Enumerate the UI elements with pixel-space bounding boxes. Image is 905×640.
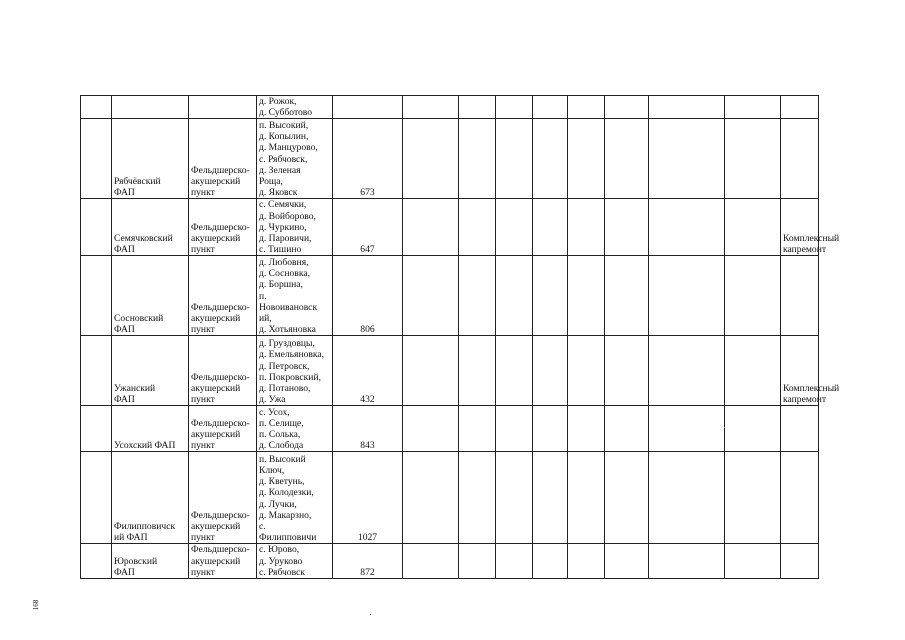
empty-cell [649, 452, 725, 544]
empty-cell [496, 452, 533, 544]
empty-cell [649, 96, 725, 119]
note-cell [781, 544, 819, 579]
settlements-cell: с. Семячки, д. Войборово, д. Чуркино, д. Паровичи, с. Тишино [257, 199, 333, 256]
empty-cell [496, 256, 533, 336]
empty-cell [459, 256, 496, 336]
empty-cell [496, 96, 533, 119]
empty-cell [459, 544, 496, 579]
empty-cell [605, 336, 649, 406]
facility-type-cell: Фельдшерско- акушерский пункт [189, 406, 257, 452]
empty-cell [725, 452, 781, 544]
row-number-cell [81, 544, 112, 579]
note-cell [781, 256, 819, 336]
empty-cell [533, 336, 568, 406]
settlements-cell: п. Высокий Ключ, д. Кветунь, д. Колодезки, д. Лучки, д. Макарзно, с. Филипповичи [257, 452, 333, 544]
table-row [81, 406, 819, 452]
row-number-cell [81, 256, 112, 336]
population-cell: 843 [333, 406, 403, 452]
note-cell [781, 119, 819, 199]
empty-cell [725, 119, 781, 199]
empty-cell [568, 406, 605, 452]
row-number-cell [81, 96, 112, 119]
population-cell: 673 [333, 119, 403, 199]
empty-cell [568, 452, 605, 544]
empty-cell [403, 96, 459, 119]
facility-name-cell: Ужанский ФАП [112, 336, 189, 406]
row-number-cell [81, 199, 112, 256]
note-cell: Комплексный капремонт [781, 336, 819, 406]
empty-cell [533, 119, 568, 199]
empty-cell [459, 119, 496, 199]
facility-name-cell: Филипповичск ий ФАП [112, 452, 189, 544]
empty-cell [649, 199, 725, 256]
population-cell: 647 [333, 199, 403, 256]
facility-name-cell [112, 96, 189, 119]
table-row [81, 256, 819, 336]
empty-cell [459, 336, 496, 406]
facility-type-cell: Фельдшерско- акушерский пункт [189, 544, 257, 579]
empty-cell [725, 406, 781, 452]
facility-name-cell: Рябчёвский ФАП [112, 119, 189, 199]
settlements-cell: д. Груздовцы, д. Емельяновка, д. Петровск, п. Покровский, д. Потаново, д. Ужа [257, 336, 333, 406]
empty-cell [605, 544, 649, 579]
row-number-cell [81, 406, 112, 452]
facilities-table [80, 95, 840, 579]
empty-cell [459, 96, 496, 119]
empty-cell [649, 119, 725, 199]
empty-cell [533, 96, 568, 119]
empty-cell [568, 336, 605, 406]
empty-cell [568, 544, 605, 579]
table-row [81, 96, 819, 119]
facility-name-cell: Семячковский ФАП [112, 199, 189, 256]
empty-cell [496, 336, 533, 406]
empty-cell [568, 199, 605, 256]
empty-cell [725, 256, 781, 336]
empty-cell [605, 452, 649, 544]
empty-cell [533, 199, 568, 256]
table-row [81, 544, 819, 579]
settlements-cell: с. Усох, п. Селище, п. Солька, д. Слобода [257, 406, 333, 452]
empty-cell [403, 336, 459, 406]
empty-cell [533, 406, 568, 452]
empty-cell [605, 119, 649, 199]
empty-cell [496, 119, 533, 199]
empty-cell [568, 96, 605, 119]
population-cell: 872 [333, 544, 403, 579]
settlements-cell: с. Юрово, д. Уруково с. Рябчовск [257, 544, 333, 579]
empty-cell [403, 119, 459, 199]
empty-cell [459, 452, 496, 544]
empty-cell [725, 336, 781, 406]
facility-type-cell: Фельдшерско- акушерский пункт [189, 336, 257, 406]
empty-cell [725, 199, 781, 256]
settlements-cell: д. Любовня, д. Сосновка, д. Боршна, п. Новоивановск ий, д. Хотьяновка [257, 256, 333, 336]
table-row [81, 119, 819, 199]
row-number-cell [81, 452, 112, 544]
empty-cell [605, 256, 649, 336]
settlements-cell: д. Рожок, д. Субботово [257, 96, 333, 119]
empty-cell [649, 544, 725, 579]
note-cell [781, 452, 819, 544]
table-body [81, 96, 840, 579]
facility-type-cell: Фельдшерско- акушерский пункт [189, 256, 257, 336]
settlements-cell: п. Высокий, д. Копылин, д. Манцурово, с. Рябчовск, д. Зеленая Роща, д. Яковск [257, 119, 333, 199]
empty-cell [533, 452, 568, 544]
scan-speck [724, 427, 725, 428]
empty-cell [403, 544, 459, 579]
note-cell [781, 96, 819, 119]
empty-cell [605, 96, 649, 119]
empty-cell [496, 406, 533, 452]
empty-cell [496, 544, 533, 579]
empty-cell [459, 406, 496, 452]
facility-name-cell: Усохский ФАП [112, 406, 189, 452]
row-number-cell [81, 119, 112, 199]
empty-cell [403, 199, 459, 256]
population-cell: 1027 [333, 452, 403, 544]
population-cell [333, 96, 403, 119]
population-cell: 806 [333, 256, 403, 336]
table-row [81, 336, 819, 406]
empty-cell [568, 119, 605, 199]
table-row [81, 199, 819, 256]
empty-cell [605, 406, 649, 452]
note-cell [781, 406, 819, 452]
page-number: 168 [32, 599, 40, 611]
scan-speck [370, 614, 371, 615]
empty-cell [605, 199, 649, 256]
table-row [81, 452, 819, 544]
empty-cell [649, 256, 725, 336]
empty-cell [725, 96, 781, 119]
empty-cell [403, 452, 459, 544]
empty-cell [403, 256, 459, 336]
empty-cell [725, 544, 781, 579]
note-cell: Комплексный капремонт [781, 199, 819, 256]
empty-cell [649, 406, 725, 452]
facility-name-cell: Сосновский ФАП [112, 256, 189, 336]
empty-cell [533, 256, 568, 336]
facility-type-cell: Фельдшерско- акушерский пункт [189, 452, 257, 544]
facility-type-cell: Фельдшерско- акушерский пункт [189, 119, 257, 199]
empty-cell [649, 336, 725, 406]
empty-cell [533, 544, 568, 579]
facility-name-cell: Юровский ФАП [112, 544, 189, 579]
population-cell: 432 [333, 336, 403, 406]
empty-cell [403, 406, 459, 452]
empty-cell [459, 199, 496, 256]
row-number-cell [81, 336, 112, 406]
facility-type-cell [189, 96, 257, 119]
facility-type-cell: Фельдшерско- акушерский пункт [189, 199, 257, 256]
empty-cell [568, 256, 605, 336]
empty-cell [496, 199, 533, 256]
